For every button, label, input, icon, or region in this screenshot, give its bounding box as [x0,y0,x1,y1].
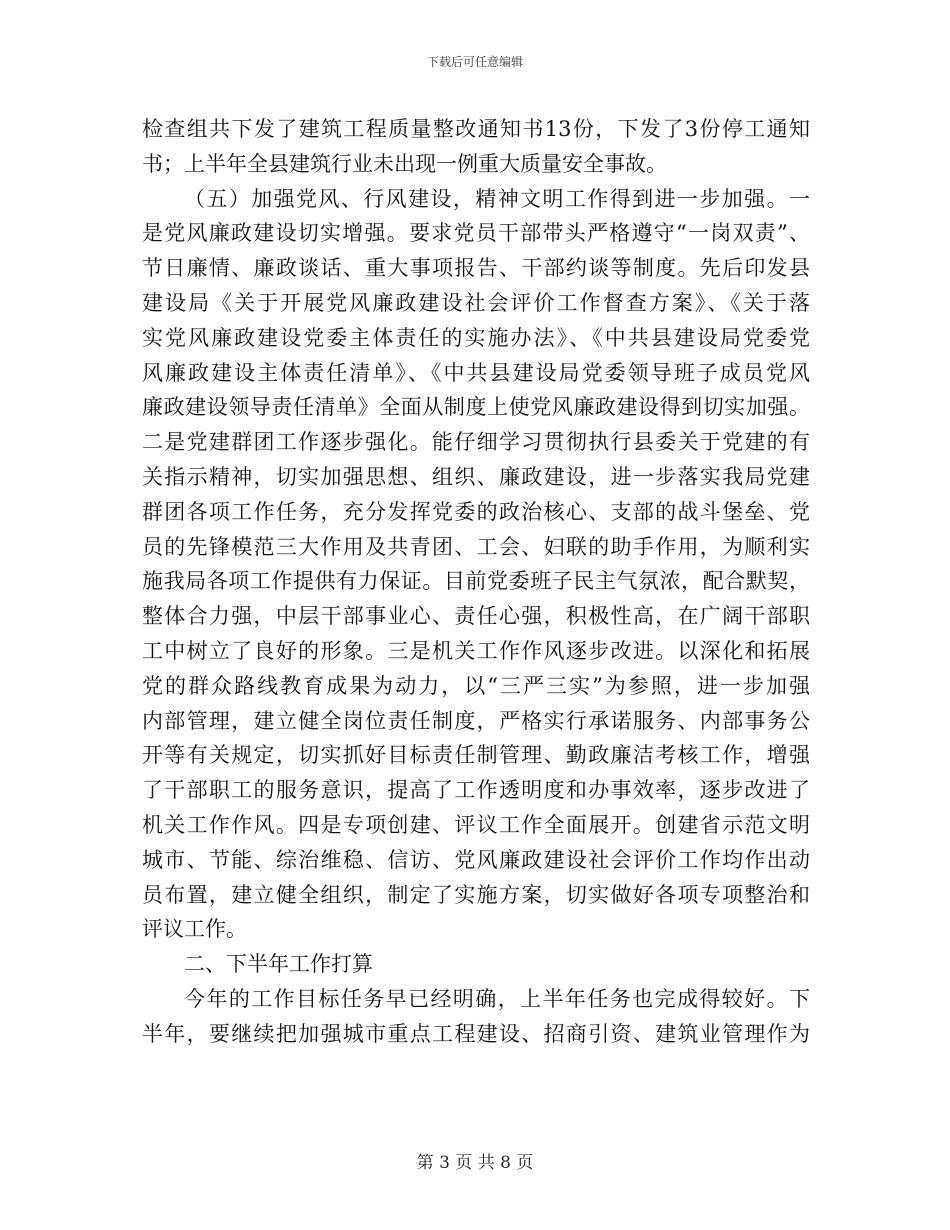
text-line: 检查组共下发了建筑工程质量整改通知书13份，下发了3份停工通知 [142,117,810,141]
text-line: 群团各项工作任务，充分发挥党委的政治核心、支部的战斗堡垒、党 [142,499,810,524]
text-line: 党的群众路线教育成果为动力，以“三严三实”为参照，进一步加强 [142,673,810,698]
text-line: 城市、节能、综治维稳、信访、党风廉政建设社会评价工作均作出动 [142,847,810,872]
text-line: 整体合力强，中层干部事业心、责任心强，积极性高，在广阔干部职 [142,604,810,629]
text-line: 书；上半年全县建筑行业未出现一例重大质量安全事故。 [142,151,667,176]
text-line: 内部管理，建立健全岗位责任制度，严格实行承诺服务、内部事务公 [142,708,810,733]
text-line: 半年，要继续把加强城市重点工程建设、招商引资、建筑业管理作为 [142,1021,810,1046]
text-line: 员的先锋模范三大作用及共青团、工会、妇联的助手作用，为顺利实 [142,534,810,559]
text-line: 实党风廉政建设党委主体责任的实施办法》、《中共县建设局党委党 [142,325,810,350]
text-line: 工中树立了良好的形象。三是机关工作作风逐步改进。以深化和拓展 [142,638,810,663]
text-line: 廉政建设领导责任清单》全面从制度上使党风廉政建设得到切实加强。 [142,395,810,420]
text-line: 今年的工作目标任务早已经明确，上半年任务也完成得较好。下 [184,986,810,1011]
text-line: 开等有关规定，切实抓好目标责任制管理、勤政廉洁考核工作，增强 [142,743,810,768]
text-line: 机关工作作风。四是专项创建、评议工作全面展开。创建省示范文明 [142,812,810,837]
text-line: 建设局《关于开展党风廉政建设社会评价工作督查方案》、《关于落 [142,290,810,315]
document-body [142,112,810,1052]
text-line: 是党风廉政建设切实增强。要求党员干部带头严格遵守“一岗双责”、 [142,221,810,246]
text-line: 施我局各项工作提供有力保证。目前党委班子民主气氛浓，配合默契， [142,569,810,594]
text-line: 了干部职工的服务意识，提高了工作透明度和办事效率，逐步改进了 [142,778,810,803]
text-line: 二是党建群团工作逐步强化。能仔细学习贯彻执行县委关于党建的有 [142,430,810,455]
page-header: 下载后可任意编辑 [426,55,523,69]
text-line: 二、下半年工作打算 [184,952,373,977]
page-footer: 第 3 页 共 8 页 [416,1153,534,1173]
text-line: 关指示精神，切实加强思想、组织、廉政建设，进一步落实我局党建 [142,464,810,489]
text-line: 员布置，建立健全组织，制定了实施方案，切实做好各项专项整治和 [142,882,810,907]
text-line: 节日廉情、廉政谈话、重大事项报告、干部约谈等制度。先后印发县 [142,256,810,281]
text-line: 风廉政建设主体责任清单》、《中共县建设局党委领导班子成员党风 [142,360,810,385]
text-line: 评议工作。 [142,917,247,942]
text-line: （五）加强党风、行风建设，精神文明工作得到进一步加强。一 [184,186,810,211]
